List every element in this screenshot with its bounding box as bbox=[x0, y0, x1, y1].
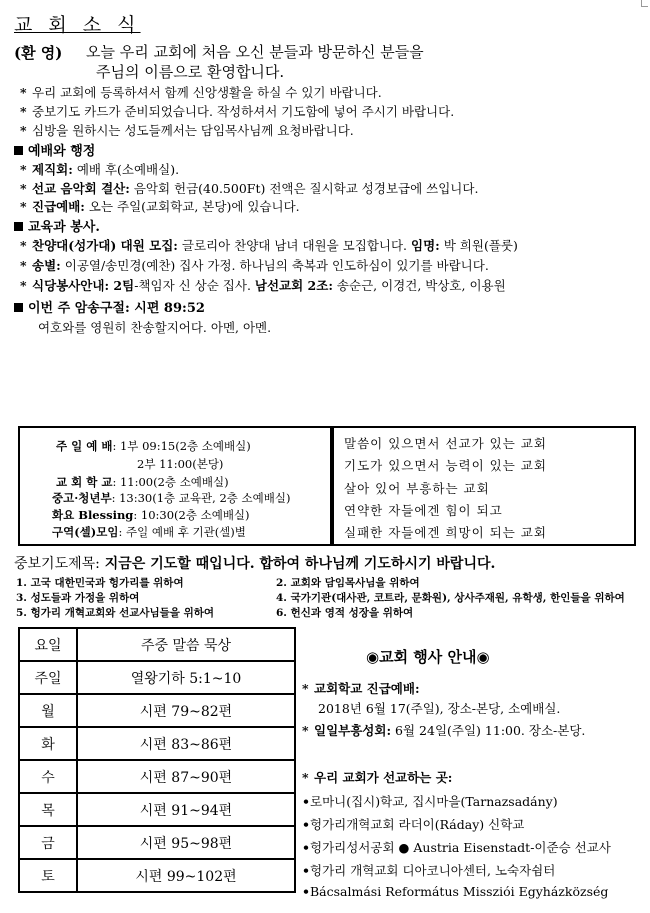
asterisk-icon: * bbox=[302, 770, 309, 785]
asterisk-icon: * bbox=[20, 238, 27, 253]
bullet-icon: • bbox=[302, 840, 310, 855]
table-header-title: 주중 말씀 묵상 bbox=[77, 628, 295, 661]
table-row bbox=[19, 727, 295, 760]
prayer-item: 5. 헝가리 개혁교회와 선교사님들을 위하여 bbox=[16, 607, 215, 619]
table-header-day: 요일 bbox=[19, 628, 77, 661]
event-school-label: * 교회학교 진급예배: bbox=[302, 681, 420, 696]
asterisk-icon: * bbox=[20, 162, 27, 177]
reading-text: 시편 79~82편 bbox=[77, 694, 295, 727]
schedule-row: 중고·청년부: 13:30(1층 교육관, 2층 소예배실) bbox=[52, 491, 291, 505]
reading-text: 시편 91~94편 bbox=[77, 793, 295, 826]
asterisk-icon: * bbox=[20, 85, 27, 100]
table-row bbox=[19, 826, 295, 859]
notice-1: * 우리 교회에 등록하셔서 함께 신앙생활을 하실 수 있기 바랍니다. bbox=[20, 85, 382, 100]
schedule-row: 2부 11:00(본당) bbox=[137, 457, 224, 471]
schedule-row: 주 일 예 배: 1부 09:15(2층 소예배실) bbox=[56, 439, 251, 453]
reading-day: 주일 bbox=[19, 661, 77, 694]
asterisk-icon: * bbox=[20, 123, 27, 138]
asterisk-icon: * bbox=[20, 181, 27, 196]
reading-day: 수 bbox=[19, 760, 77, 793]
education-item-2: * 송별: 이공열/송민경(예찬) 집사 가정. 하나님의 축복과 인도하심이 있기를 바랍니다. bbox=[20, 258, 489, 273]
asterisk-icon: * bbox=[20, 258, 27, 273]
reading-text: 시편 99~102편 bbox=[77, 859, 295, 892]
motto-line: 실패한 자들에겐 희망이 되는 교회 bbox=[344, 525, 547, 540]
section-memory-heading: 이번 주 암송구절: 시편 89:52 bbox=[14, 297, 205, 316]
events-title: ◉교회 행사 안내◉ bbox=[366, 648, 490, 666]
table-row bbox=[19, 661, 295, 694]
schedule-row: 화요 Blessing: 10:30(2층 소예배실) bbox=[52, 508, 250, 522]
table-row bbox=[19, 859, 295, 892]
bullet-icon: • bbox=[302, 884, 310, 899]
table-row bbox=[19, 793, 295, 826]
event-school-text: 2018년 6월 17(주일), 장소-본당, 소예배실. bbox=[318, 701, 561, 716]
reading-table bbox=[18, 627, 296, 893]
reading-day: 목 bbox=[19, 793, 77, 826]
motto-line: 살아 있어 부흥하는 교회 bbox=[344, 481, 490, 496]
mission-item: •헝가리개혁교회 라더이(Ráday) 신학교 bbox=[302, 817, 525, 832]
prayer-item: 3. 성도들과 가정을 위하여 bbox=[16, 592, 140, 604]
page-title: 교 회 소 식 bbox=[14, 14, 141, 36]
square-bullet-icon bbox=[14, 303, 23, 312]
mission-item: •Bácsalmási Református Missziói Egyházközség bbox=[302, 884, 609, 899]
prayer-item: 6. 헌신과 영적 성장을 위하여 bbox=[276, 607, 414, 619]
motto-line: 연약한 자들에겐 힘이 되고 bbox=[344, 503, 503, 518]
mission-item: •헝가리 개혁교회 디아코니아센터, 노숙자쉼터 bbox=[302, 863, 556, 878]
asterisk-icon: * bbox=[302, 681, 309, 696]
page-corner-mark bbox=[641, 0, 648, 7]
table-row bbox=[19, 694, 295, 727]
education-item-1: * 찬양대(성가대) 대원 모집: 글로리아 찬양대 남녀 대원을 모집합니다. 임명: 박 희원(플룻) bbox=[20, 238, 518, 253]
event-revival: * 일일부흥성회: 6월 24일(주일) 11:00. 장소-본당. bbox=[302, 723, 586, 738]
welcome-label: (환 영) bbox=[14, 44, 63, 62]
schedule-box bbox=[18, 426, 332, 546]
mission-item: •헝가리성서공회 ● Austria Eisenstadt-이준승 선교사 bbox=[302, 840, 611, 855]
prayer-item: 2. 교회와 담임목사님을 위하여 bbox=[276, 577, 420, 589]
schedule-row: 구역(셀)모임: 주일 예배 후 기관(셀)별 bbox=[52, 525, 246, 539]
table-row bbox=[19, 760, 295, 793]
event-mission-label: * 우리 교회가 선교하는 곳: bbox=[302, 770, 453, 785]
motto-line: 기도가 있으면서 능력이 있는 교회 bbox=[344, 458, 547, 473]
worship-item-3: * 진급예배: 오는 주일(교회학교, 본당)에 있습니다. bbox=[20, 199, 300, 214]
bullet-icon: • bbox=[302, 794, 310, 809]
welcome-text bbox=[86, 42, 606, 82]
square-bullet-icon bbox=[14, 222, 23, 231]
reading-text: 시편 83~86편 bbox=[77, 727, 295, 760]
education-item-3: * 식당봉사안내: 2팀-책임자 신 상순 집사. 남선교회 2조: 송순근, 이경건, 박상호, 이용원 bbox=[20, 278, 506, 293]
welcome-line-2: 주님의 이름으로 환영합니다. bbox=[96, 63, 285, 81]
prayer-item: 4. 국가기관(대사관, 코트라, 문화원), 상사주재원, 유학생, 한인들을 위하여 bbox=[276, 592, 625, 604]
section-education-heading: 교육과 봉사. bbox=[14, 216, 100, 235]
memory-verse: 여호와를 영원히 찬송할지어다. 아멘, 아멘. bbox=[38, 320, 272, 335]
square-bullet-icon bbox=[14, 146, 23, 155]
reading-text: 열왕기하 5:1~10 bbox=[77, 661, 295, 694]
mission-item: •로마니(집시)학교, 집시마을(Tarnazsadány) bbox=[302, 794, 558, 809]
notice-3: * 심방을 원하시는 성도들께서는 담임목사님께 요청바랍니다. bbox=[20, 123, 354, 138]
section-worship-heading: 예배와 행정 bbox=[14, 140, 95, 159]
asterisk-icon: * bbox=[20, 199, 27, 214]
reading-day: 토 bbox=[19, 859, 77, 892]
worship-item-2: * 선교 음악회 결산: 음악회 헌금(40.500Ft) 전액은 질시학교 성경보급에 쓰입니다. bbox=[20, 181, 479, 196]
motto-line: 말씀이 있으면서 선교가 있는 교회 bbox=[344, 436, 547, 451]
reading-day: 금 bbox=[19, 826, 77, 859]
reading-day: 월 bbox=[19, 694, 77, 727]
bullet-icon: • bbox=[302, 817, 310, 832]
welcome-line-1: 오늘 우리 교회에 처음 오신 분들과 방문하신 분들을 bbox=[86, 43, 424, 61]
worship-item-1: * 제직회: 예배 후(소예배실). bbox=[20, 162, 180, 177]
motto-box bbox=[332, 426, 636, 546]
asterisk-icon: * bbox=[302, 723, 309, 738]
reading-text: 시편 87~90편 bbox=[77, 760, 295, 793]
asterisk-icon: * bbox=[20, 278, 27, 293]
schedule-row: 교 회 학 교: 11:00(2층 소예배실) bbox=[56, 475, 229, 489]
asterisk-icon: * bbox=[20, 104, 27, 119]
reading-day: 화 bbox=[19, 727, 77, 760]
prayer-title: 중보기도제목: 지금은 기도할 때입니다. 합하여 하나님께 기도하시기 바랍니다. bbox=[14, 556, 496, 572]
reading-text: 시편 95~98편 bbox=[77, 826, 295, 859]
bullet-icon: • bbox=[302, 863, 310, 878]
table-header-row bbox=[19, 628, 295, 661]
notice-2: * 중보기도 카드가 준비되었습니다. 작성하셔서 기도함에 넣어 주시기 바랍니다. bbox=[20, 104, 455, 119]
prayer-item: 1. 고국 대한민국과 헝가리를 위하여 bbox=[16, 577, 184, 589]
